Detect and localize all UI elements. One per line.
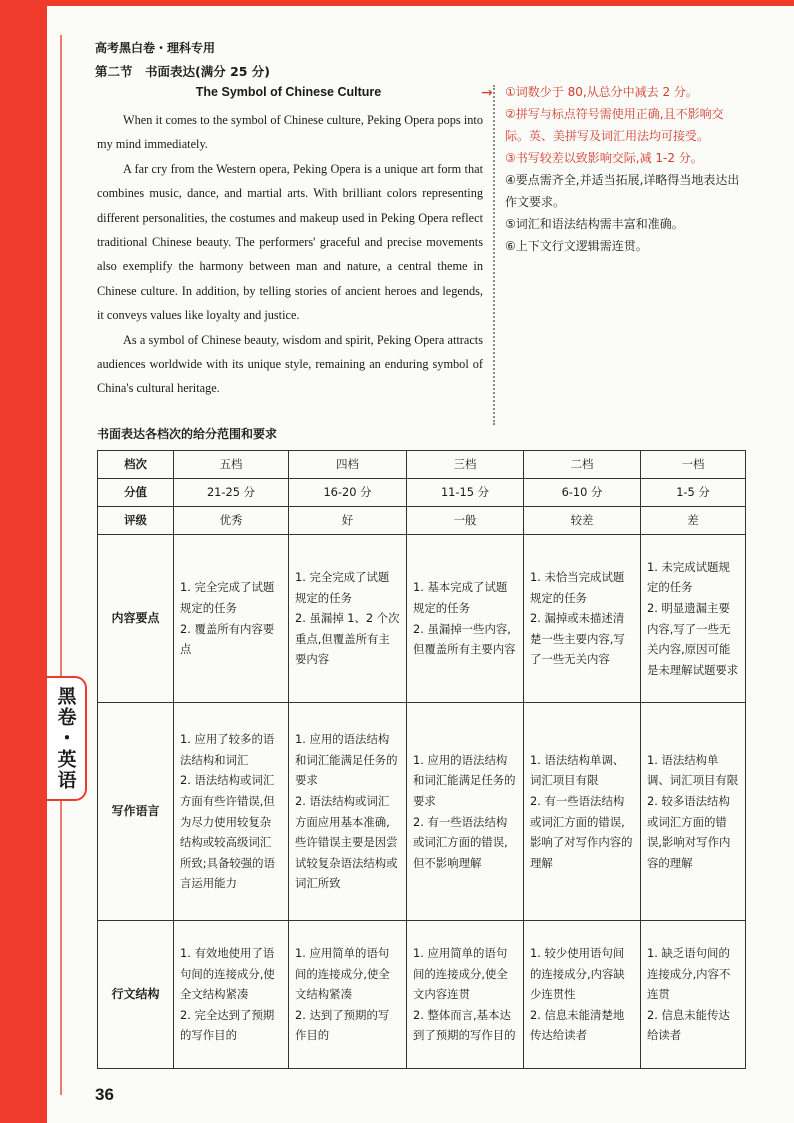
table-row bbox=[98, 479, 746, 507]
table-header-cell: 评级 bbox=[98, 507, 174, 535]
table-header-cell: 16-20 分 bbox=[289, 479, 407, 507]
table-cell: 1. 应用简单的语句间的连接成分,使全文结构紧凑 2. 达到了预期的写作目的 bbox=[289, 921, 407, 1069]
right-arrow-icon: → bbox=[481, 85, 493, 101]
table-cell: 1. 较少使用语句间的连接成分,内容缺少连贯性 2. 信息未能清楚地传达给读者 bbox=[524, 921, 641, 1069]
table-row bbox=[98, 703, 746, 921]
header-series: 高考黑白卷・理科专用 bbox=[95, 41, 216, 55]
table-cell: 1. 语法结构单调、词汇项目有限 2. 有一些语法结构或词汇方面的错误,影响了对写作内容的理解 bbox=[524, 703, 641, 921]
note-item: ⑥上下文行文逻辑需连贯。 bbox=[505, 239, 648, 253]
page-number: 36 bbox=[95, 1085, 114, 1104]
table-header-cell: 优秀 bbox=[174, 507, 289, 535]
essay-paragraph: A far cry from the Western opera, Peking Opera is a unique art form that combines music, dance, and martial arts. With brilliant colors representing different personalities, the costumes and makeup used in Peking Opera reflect traditional Chinese beauty. The performers' graceful and precise movements also exemplify the harmony between man and nature, a central theme in Chinese culture. In addition, by telling stories of ancient heroes and legends, it conveys values like loyalty and justice. bbox=[97, 161, 483, 323]
table-cell: 1. 应用的语法结构和词汇能满足任务的要求 2. 有一些语法结构或词汇方面的错误,但不影响理解 bbox=[407, 703, 524, 921]
table-header-cell: 1-5 分 bbox=[641, 479, 746, 507]
table-cell: 1. 未完成试题规定的任务 2. 明显遗漏主要内容,写了一些无关内容,原因可能是未理解试题要求 bbox=[641, 535, 746, 703]
section-title: 第二节 书面表达(满分 25 分) bbox=[95, 64, 271, 79]
table-cell: 1. 完全完成了试题规定的任务 2. 虽漏掉 1、2 个次重点,但覆盖所有主要内容 bbox=[289, 535, 407, 703]
table-cell: 1. 应用了较多的语法结构和词汇 2. 语法结构或词汇方面有些许错误,但为尽力使用较复杂结构或较高级词汇所致;具备较强的语言运用能力 bbox=[174, 703, 289, 921]
note-item: ④要点需齐全,并适当拓展,详略得当地表达出作文要求。 bbox=[505, 173, 740, 209]
table-header-cell: 五档 bbox=[174, 451, 289, 479]
essay-paragraph: When it comes to the symbol of Chinese culture, Peking Opera pops into my mind immediately. bbox=[97, 113, 483, 152]
row-label: 内容要点 bbox=[98, 535, 174, 703]
note-item: ①词数少于 80,从总分中减去 2 分。 bbox=[505, 85, 698, 99]
table-header-cell: 21-25 分 bbox=[174, 479, 289, 507]
table-row bbox=[98, 921, 746, 1069]
table-header-cell: 三档 bbox=[407, 451, 524, 479]
side-tab bbox=[47, 676, 87, 801]
table-header-cell: 一档 bbox=[641, 451, 746, 479]
dotted-divider bbox=[493, 85, 495, 425]
table-row bbox=[98, 507, 746, 535]
table-header-cell: 档次 bbox=[98, 451, 174, 479]
table-cell: 1. 完全完成了试题规定的任务 2. 覆盖所有内容要点 bbox=[174, 535, 289, 703]
table-header-cell: 分值 bbox=[98, 479, 174, 507]
essay-body bbox=[97, 108, 483, 401]
side-tab-label: 黑卷・英语 bbox=[54, 686, 77, 791]
scoring-table bbox=[97, 450, 746, 1069]
row-label: 写作语言 bbox=[98, 703, 174, 921]
table-header-cell: 较差 bbox=[524, 507, 641, 535]
note-item: ②拼写与标点符号需使用正确,且不影响交际。英、美拼写及词汇用法均可接受。 bbox=[505, 107, 724, 143]
table-row bbox=[98, 535, 746, 703]
row-label: 行文结构 bbox=[98, 921, 174, 1069]
essay-title: The Symbol of Chinese Culture bbox=[195, 85, 382, 99]
table-header-cell: 好 bbox=[289, 507, 407, 535]
table-cell: 1. 未恰当完成试题规定的任务 2. 漏掉或未描述清楚一些主要内容,写了一些无关内容 bbox=[524, 535, 641, 703]
table-header-cell: 差 bbox=[641, 507, 746, 535]
table-cell: 1. 应用的语法结构和词汇能满足任务的要求 2. 语法结构或词汇方面应用基本准确,些许错误主要是因尝试较复杂语法结构或词汇所致 bbox=[289, 703, 407, 921]
table-cell: 1. 应用简单的语句间的连接成分,使全文内容连贯 2. 整体而言,基本达到了预期的写作目的 bbox=[407, 921, 524, 1069]
margin-stripe bbox=[60, 35, 62, 1095]
table-heading: 书面表达各档次的给分范围和要求 bbox=[97, 427, 278, 441]
note-item: ⑤词汇和语法结构需丰富和准确。 bbox=[505, 217, 684, 231]
table-cell: 1. 有效地使用了语句间的连接成分,使全文结构紧凑 2. 完全达到了预期的写作目的 bbox=[174, 921, 289, 1069]
note-item: ③书写较差以致影响交际,减 1-2 分。 bbox=[505, 151, 703, 165]
table-header-cell: 11-15 分 bbox=[407, 479, 524, 507]
essay-paragraph: As a symbol of Chinese beauty, wisdom and spirit, Peking Opera attracts audiences worldwide with its unique style, remaining an enduring symbol of China's cultural heritage. bbox=[97, 332, 483, 396]
top-red-edge bbox=[0, 0, 794, 6]
table-row bbox=[98, 451, 746, 479]
left-red-bar bbox=[0, 0, 47, 1123]
table-cell: 1. 基本完成了试题规定的任务 2. 虽漏掉一些内容,但覆盖所有主要内容 bbox=[407, 535, 524, 703]
table-header-cell: 6-10 分 bbox=[524, 479, 641, 507]
table-cell: 1. 语法结构单调、词汇项目有限 2. 较多语法结构或词汇方面的错误,影响对写作内容的理解 bbox=[641, 703, 746, 921]
table-header-cell: 二档 bbox=[524, 451, 641, 479]
table-header-cell: 一般 bbox=[407, 507, 524, 535]
table-header-cell: 四档 bbox=[289, 451, 407, 479]
table-cell: 1. 缺乏语句间的连接成分,内容不连贯 2. 信息未能传达给读者 bbox=[641, 921, 746, 1069]
grading-notes bbox=[505, 81, 745, 257]
